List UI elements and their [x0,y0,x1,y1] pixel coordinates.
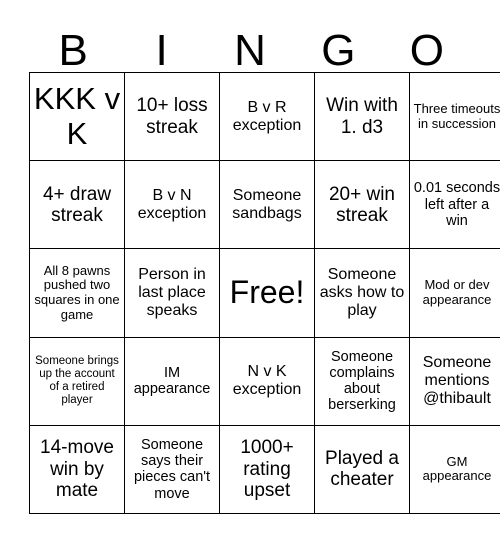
board-row [30,249,500,337]
bingo-cell[interactable]: 4+ draw streak [30,161,125,249]
bingo-cell[interactable]: B v R exception [220,73,315,161]
bingo-cell[interactable]: Person in last place speaks [125,249,220,337]
bingo-cell[interactable]: 1000+ rating upset [220,425,315,513]
bingo-cell[interactable]: Someone asks how to play [315,249,410,337]
bingo-cell[interactable]: Someone sandbags [220,161,315,249]
bingo-cell[interactable]: Mod or dev appearance [410,249,500,337]
bingo-cell[interactable]: 10+ loss streak [125,73,220,161]
bingo-cell[interactable]: N v K exception [220,337,315,425]
bingo-cell[interactable]: All 8 pawns pushed two squares in one game [30,249,125,337]
bingo-cell[interactable]: GM appearance [410,425,500,513]
header-letter-i: I [155,26,168,75]
bingo-cell[interactable]: 14-move win by mate [30,425,125,513]
bingo-cell[interactable]: 0.01 seconds left after a win [410,161,500,249]
bingo-cell[interactable]: Win with 1. d3 [315,73,410,161]
board-row [30,161,500,249]
bingo-cell[interactable]: IM appearance [125,337,220,425]
bingo-cell[interactable]: Someone complains about berserking [315,337,410,425]
bingo-cell[interactable]: B v N exception [125,161,220,249]
bingo-cell[interactable]: Three timeouts in succession [410,73,500,161]
bingo-board [29,72,500,514]
header-letter-b: B [58,26,88,75]
board-row [30,337,500,425]
bingo-cell[interactable]: Played a cheater [315,425,410,513]
bingo-cell[interactable]: Someone brings up the account of a retired player [30,337,125,425]
header-letter-n: N [234,26,266,75]
bingo-cell[interactable]: Someone says their pieces can't move [125,425,220,513]
board-row [30,73,500,161]
header-letter-o: O [409,26,444,75]
bingo-cell[interactable]: Someone mentions @thibault [410,337,500,425]
board-row [30,425,500,513]
bingo-cell[interactable]: KKK v K [30,73,125,161]
header-letter-g: G [321,26,356,75]
free-space-cell[interactable]: Free! [220,249,315,337]
bingo-cell[interactable]: 20+ win streak [315,161,410,249]
